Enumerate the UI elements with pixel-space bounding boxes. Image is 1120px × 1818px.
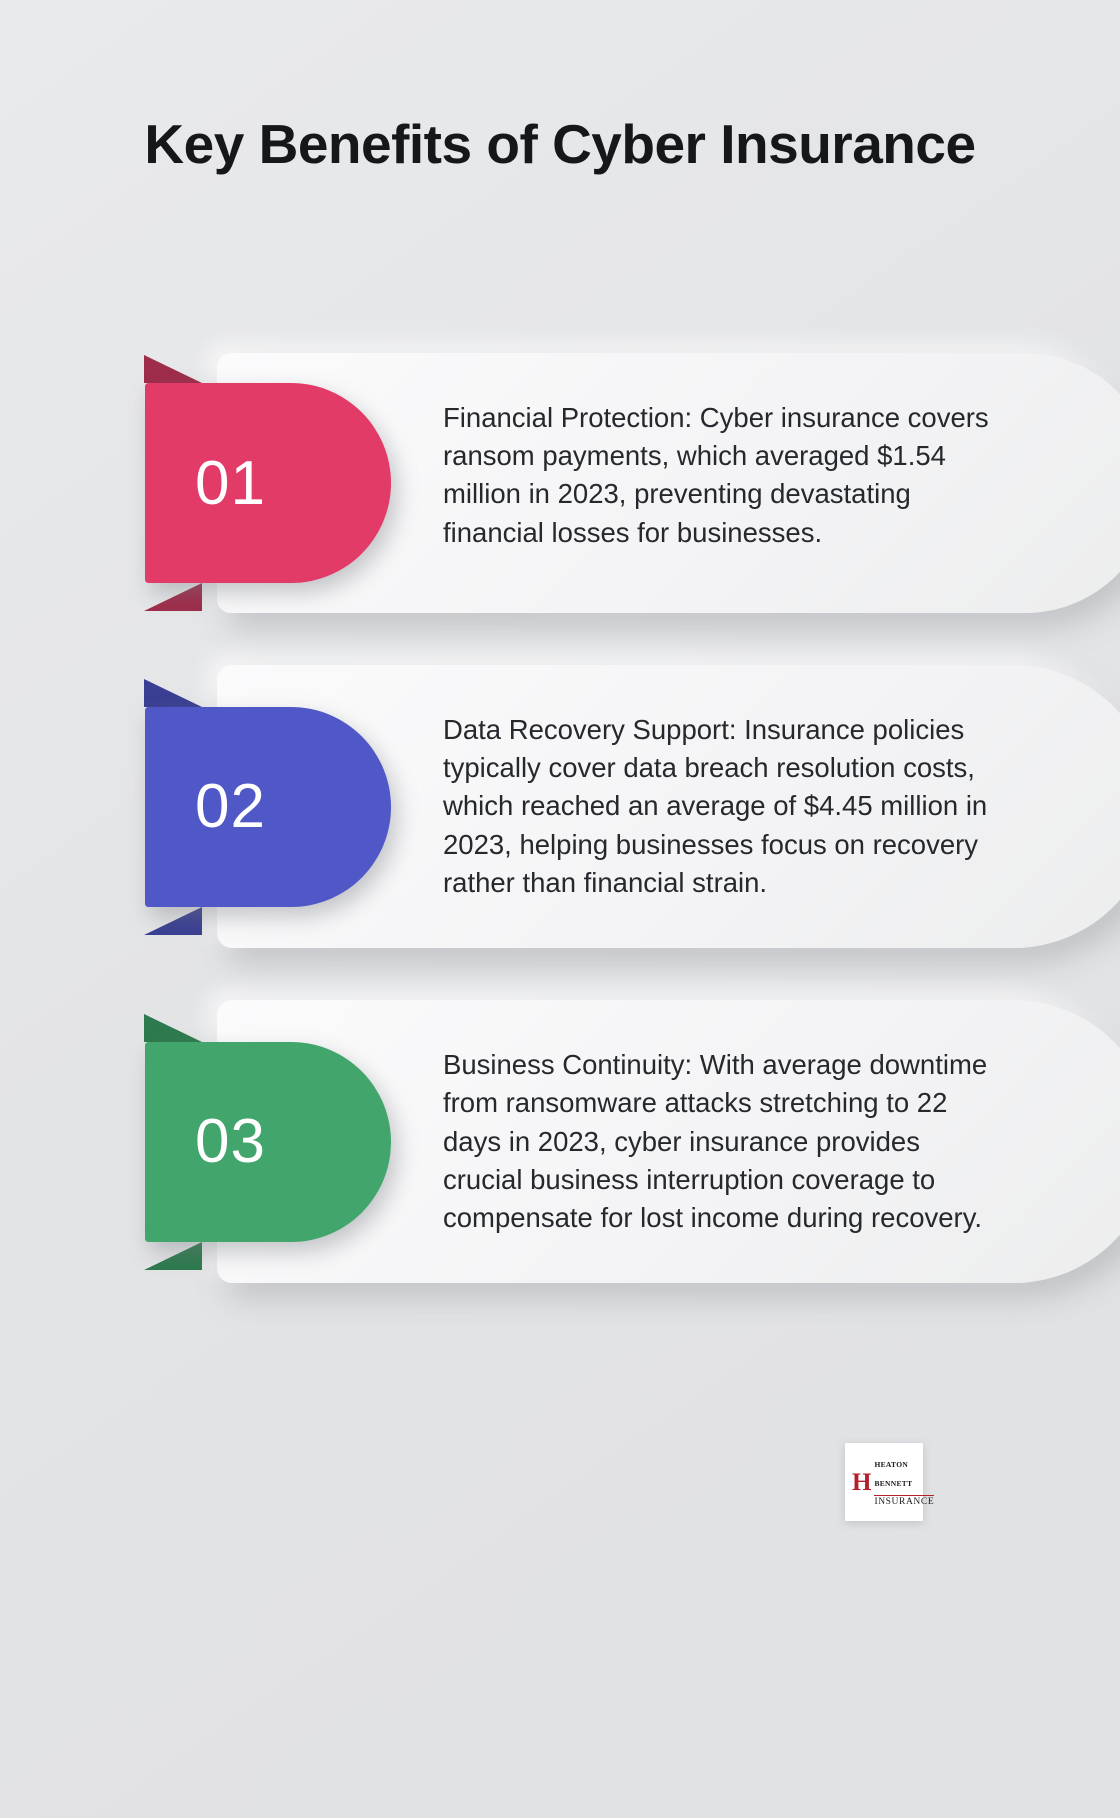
- badge-number-1: 01: [195, 448, 266, 518]
- logo-line-1: HEATON BENNETT: [874, 1460, 913, 1488]
- list-item: [91, 1000, 1029, 1283]
- benefits-list: [0, 353, 1120, 1335]
- logo-line-2: INSURANCE: [874, 1497, 935, 1508]
- fold-bottom-icon-2: [144, 907, 202, 935]
- badge-1: [145, 383, 391, 583]
- card-text-2: Data Recovery Support: Insurance policies typically cover data breach resolution costs, which reached an average of $4.45 million in 2023, helping businesses focus on recovery rather than financial strain.: [443, 714, 988, 898]
- page-title: Key Benefits of Cyber Insurance: [144, 113, 976, 175]
- badge-3: [145, 1042, 391, 1242]
- logo-wordmark: [874, 1454, 934, 1509]
- fold-top-icon-1: [144, 355, 202, 383]
- fold-bottom-icon-3: [144, 1242, 202, 1270]
- fold-top-icon-3: [144, 1014, 202, 1042]
- card-text-1: Financial Protection: Cyber insurance covers ransom payments, which averaged $1.54 million in 2023, preventing devastating financial losses for businesses.: [443, 402, 989, 548]
- badge-number-2: 02: [195, 772, 266, 842]
- badge-shape-2: [145, 707, 391, 907]
- badge-shape-1: [145, 383, 391, 583]
- logo-monogram: H: [852, 1468, 872, 1496]
- card-text-3: Business Continuity: With average downtime from ransomware attacks stretching to 22 days in 2023, cyber insurance provides crucial business interruption coverage to compensate for lost income during recovery.: [443, 1049, 988, 1233]
- badge-2: [145, 707, 391, 907]
- list-item: [91, 353, 1029, 613]
- company-logo: [845, 1443, 935, 1521]
- badge-shape-3: [145, 1042, 391, 1242]
- badge-number-3: 03: [195, 1107, 266, 1177]
- fold-top-icon-2: [144, 679, 202, 707]
- fold-bottom-icon-1: [144, 583, 202, 611]
- list-item: [91, 665, 1029, 948]
